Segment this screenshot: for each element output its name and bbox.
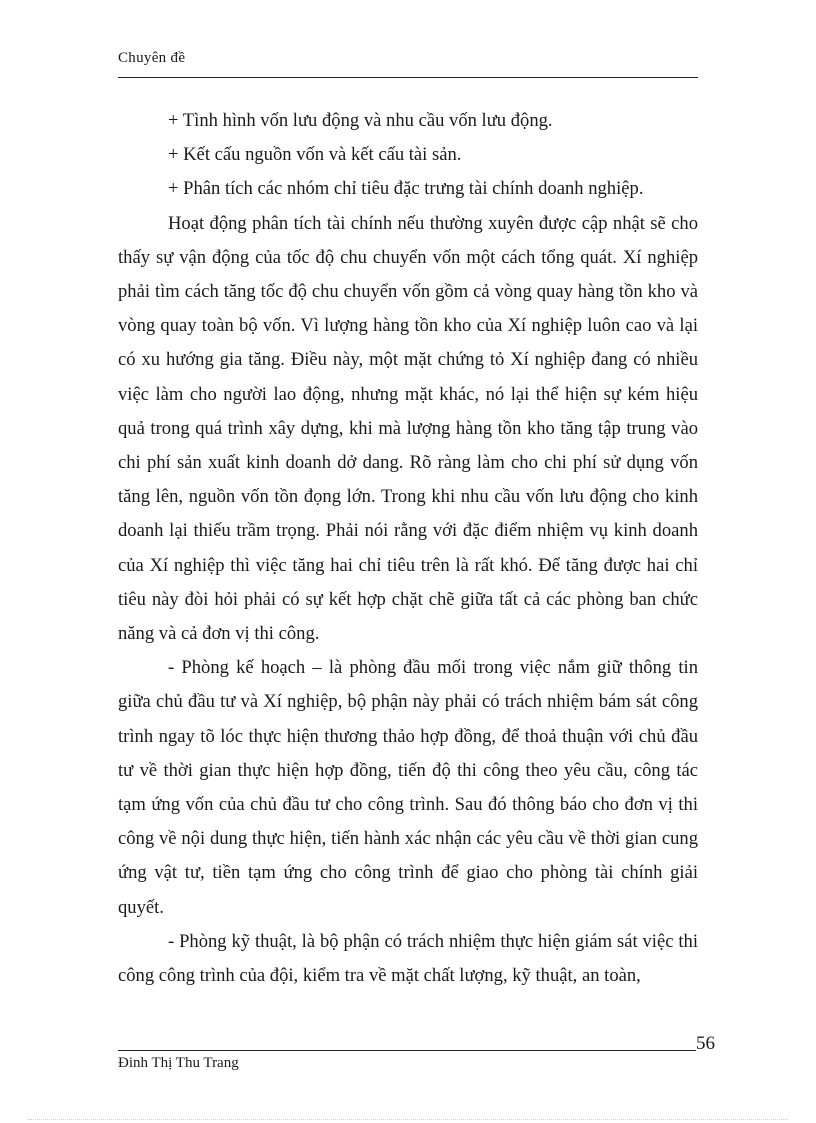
footer-author: Đinh Thị Thu Trang [118, 1055, 239, 1071]
bullet-paragraph: + Tình hình vốn lưu động và nhu cầu vốn lưu động. [168, 110, 553, 131]
page-edge-divider [28, 1119, 788, 1120]
footer-rule [118, 1050, 696, 1051]
page-number: 56 [696, 1033, 715, 1054]
bullet-paragraph: + Kết cấu nguồn vốn và kết cấu tài sản. [168, 144, 462, 166]
header-rule [118, 77, 698, 78]
body-paragraph: - Phòng kế hoạch – là phòng đầu mối trong việc nắm giữ thông tin giữa chủ đầu tư và Xí nghiệp, bộ phận này phải có trách nhiệm bám sát công trình ngay tõ lóc thực hiện thương thảo hợp đồng, để thoả thuận với chủ đầu tư về thời gian thực hiện hợp đồng, tiến độ thi công theo yêu cầu, công tác tạm ứng vốn của chủ đầu tư cho công trình. Sau đó thông báo cho đơn vị thi công về nội dung thực hiện, tiến hành xác nhận các yêu cầu về thời gian cung ứng vật tư, tiền tạm ứng cho công trình để giao cho phòng tài chính giải quyết. [118, 657, 698, 918]
body-paragraph: - Phòng kỹ thuật, là bộ phận có trách nhiệm thực hiện giám sát việc thi công công trình của đội, kiểm tra về mặt chất lượng, kỹ thuật, an toàn, [118, 930, 698, 987]
bullet-paragraph: + Phân tích các nhóm chỉ tiêu đặc trưng tài chính doanh nghiệp. [168, 178, 644, 200]
body-paragraph: Hoạt động phân tích tài chính nếu thường xuyên được cập nhật sẽ cho thấy sự vận động của tốc độ chu chuyển vốn một cách tổng quát. Xí nghiệp phải tìm cách tăng tốc độ chu chuyển vốn gồm cả vòng quay hàng tồn kho và vòng quay toàn bộ vốn. Vì lượng hàng tồn kho của Xí nghiệp luôn cao và lại có xu hướng gia tăng. Điều này, một mặt chứng tỏ Xí nghiệp đang có nhiều việc làm cho người lao động, nhưng mặt khác, nó lại thể hiện sự kém hiệu quả trong quá trình xây dựng, khi mà lượng hàng tồn kho tăng tập trung vào chi phí sản xuất kinh doanh dở dang. Rõ ràng làm cho chi phí sử dụng vốn tăng lên, nguồn vốn tồn đọng lớn. Trong khi nhu cầu vốn lưu động cho kinh doanh lại thiếu trầm trọng. Phải nói rằng với đặc điểm nhiệm vụ kinh doanh của Xí nghiệp thì việc tăng hai chỉ tiêu trên là rất khó. Để tăng được hai chỉ tiêu này đòi hỏi phải có sự kết hợp chặt chẽ giữa tất cả các phòng ban chức năng và cả đơn vị thi công. [118, 212, 698, 645]
running-header: Chuyên đề [118, 50, 186, 66]
body-text [118, 104, 698, 993]
